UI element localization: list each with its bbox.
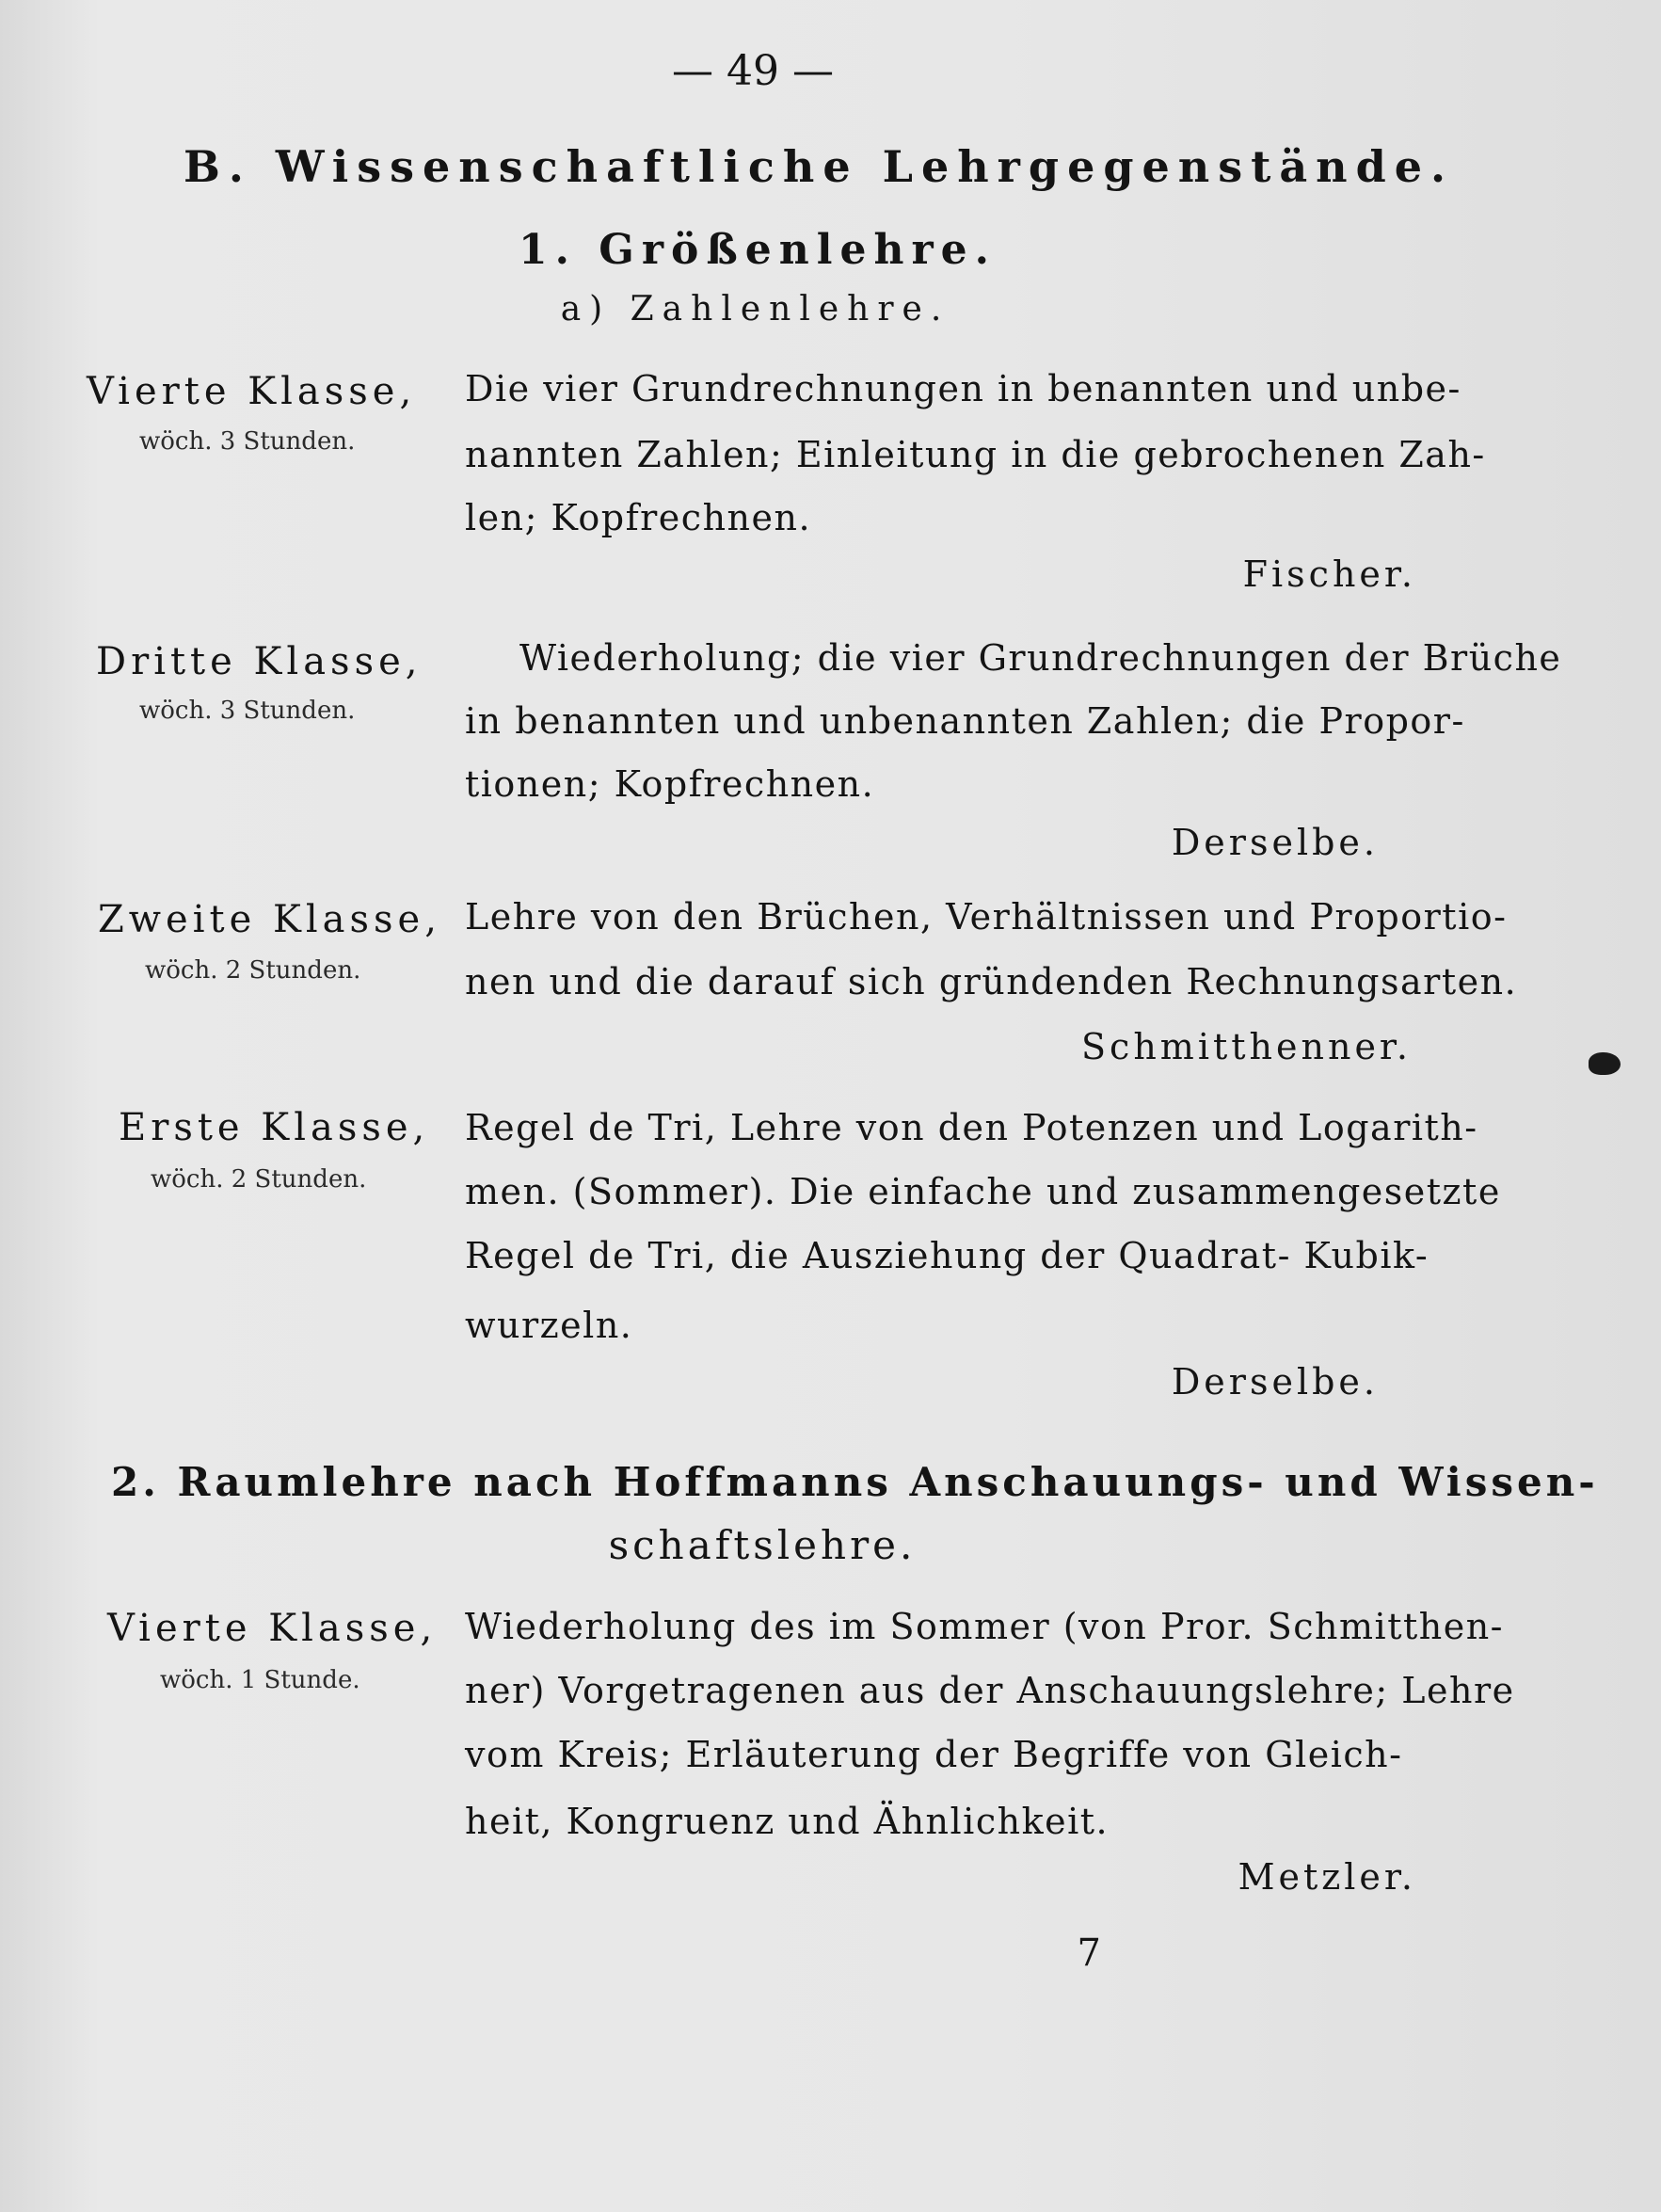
- entry-text-line: Lehre von den Brüchen, Verhältnissen und Proportio-: [465, 896, 1508, 938]
- entry-text-line: nen und die darauf sich gründenden Rechnungsarten.: [465, 961, 1518, 1002]
- class-name: Zweite Klasse,: [98, 898, 441, 941]
- signature-mark: 7: [1077, 1931, 1101, 1975]
- class-hours: wöch. 1 Stunde.: [160, 1666, 360, 1694]
- entry-text-line: nannten Zahlen; Einleitung in die gebrochenen Zah-: [465, 434, 1486, 475]
- class-name: Vierte Klasse,: [107, 1607, 438, 1650]
- subsection-2-heading: 2. Raumlehre nach Hoffmanns Anschauungs- und Wissen-: [111, 1459, 1599, 1505]
- page-number: — 49 —: [672, 47, 834, 95]
- teacher-name: Fischer.: [1242, 553, 1416, 595]
- entry-text-line: ner) Vorgetragenen aus der Anschauungslehre; Lehre: [465, 1670, 1515, 1711]
- entry-text-line: wurzeln.: [465, 1305, 633, 1346]
- entry-text-line: Wiederholung; die vier Grundrechnungen der Brüche: [519, 637, 1562, 679]
- class-hours: wöch. 3 Stunden.: [139, 697, 356, 725]
- entry-text-line: len; Kopfrechnen.: [465, 497, 812, 538]
- subsection-2-heading-continued: schaftslehre.: [608, 1522, 917, 1568]
- teacher-name: Metzler.: [1238, 1856, 1416, 1898]
- entry-text-line: Regel de Tri, die Ausziehung der Quadrat- Kubik-: [465, 1235, 1429, 1276]
- entry-text-line: men. (Sommer). Die einfache und zusammengesetzte: [465, 1171, 1501, 1212]
- subsection-1-subheading: a) Zahlenlehre.: [560, 290, 950, 329]
- class-name: Erste Klasse,: [119, 1106, 430, 1149]
- teacher-name: Derselbe.: [1171, 822, 1379, 863]
- teacher-name: Derselbe.: [1171, 1361, 1379, 1403]
- entry-text-line: Wiederholung des im Sommer (von Pror. Schmitthen-: [465, 1606, 1505, 1647]
- entry-text-line: in benannten und unbenannten Zahlen; die Propor-: [465, 700, 1465, 742]
- section-heading: B. Wissenschaftliche Lehrgegenstände.: [184, 141, 1455, 192]
- entry-text-line: tionen; Kopfrechnen.: [465, 763, 875, 805]
- class-hours: wöch. 2 Stunden.: [151, 1165, 367, 1194]
- entry-text-line: Regel de Tri, Lehre von den Potenzen und Logarith-: [465, 1107, 1478, 1148]
- entry-text-line: heit, Kongruenz und Ähnlichkeit.: [465, 1801, 1110, 1842]
- teacher-name: Schmitthenner.: [1081, 1026, 1412, 1067]
- entry-text-line: Die vier Grundrechnungen in benannten und unbe-: [465, 368, 1461, 409]
- class-hours: wöch. 2 Stunden.: [145, 956, 361, 985]
- class-hours: wöch. 3 Stunden.: [139, 427, 356, 456]
- class-name: Dritte Klasse,: [96, 640, 423, 683]
- subsection-1-heading: 1. Größenlehre.: [519, 226, 997, 274]
- ink-spot: [1589, 1052, 1621, 1075]
- entry-text-line: vom Kreis; Erläuterung der Begriffe von Gleich-: [465, 1734, 1403, 1775]
- class-name: Vierte Klasse,: [87, 370, 417, 413]
